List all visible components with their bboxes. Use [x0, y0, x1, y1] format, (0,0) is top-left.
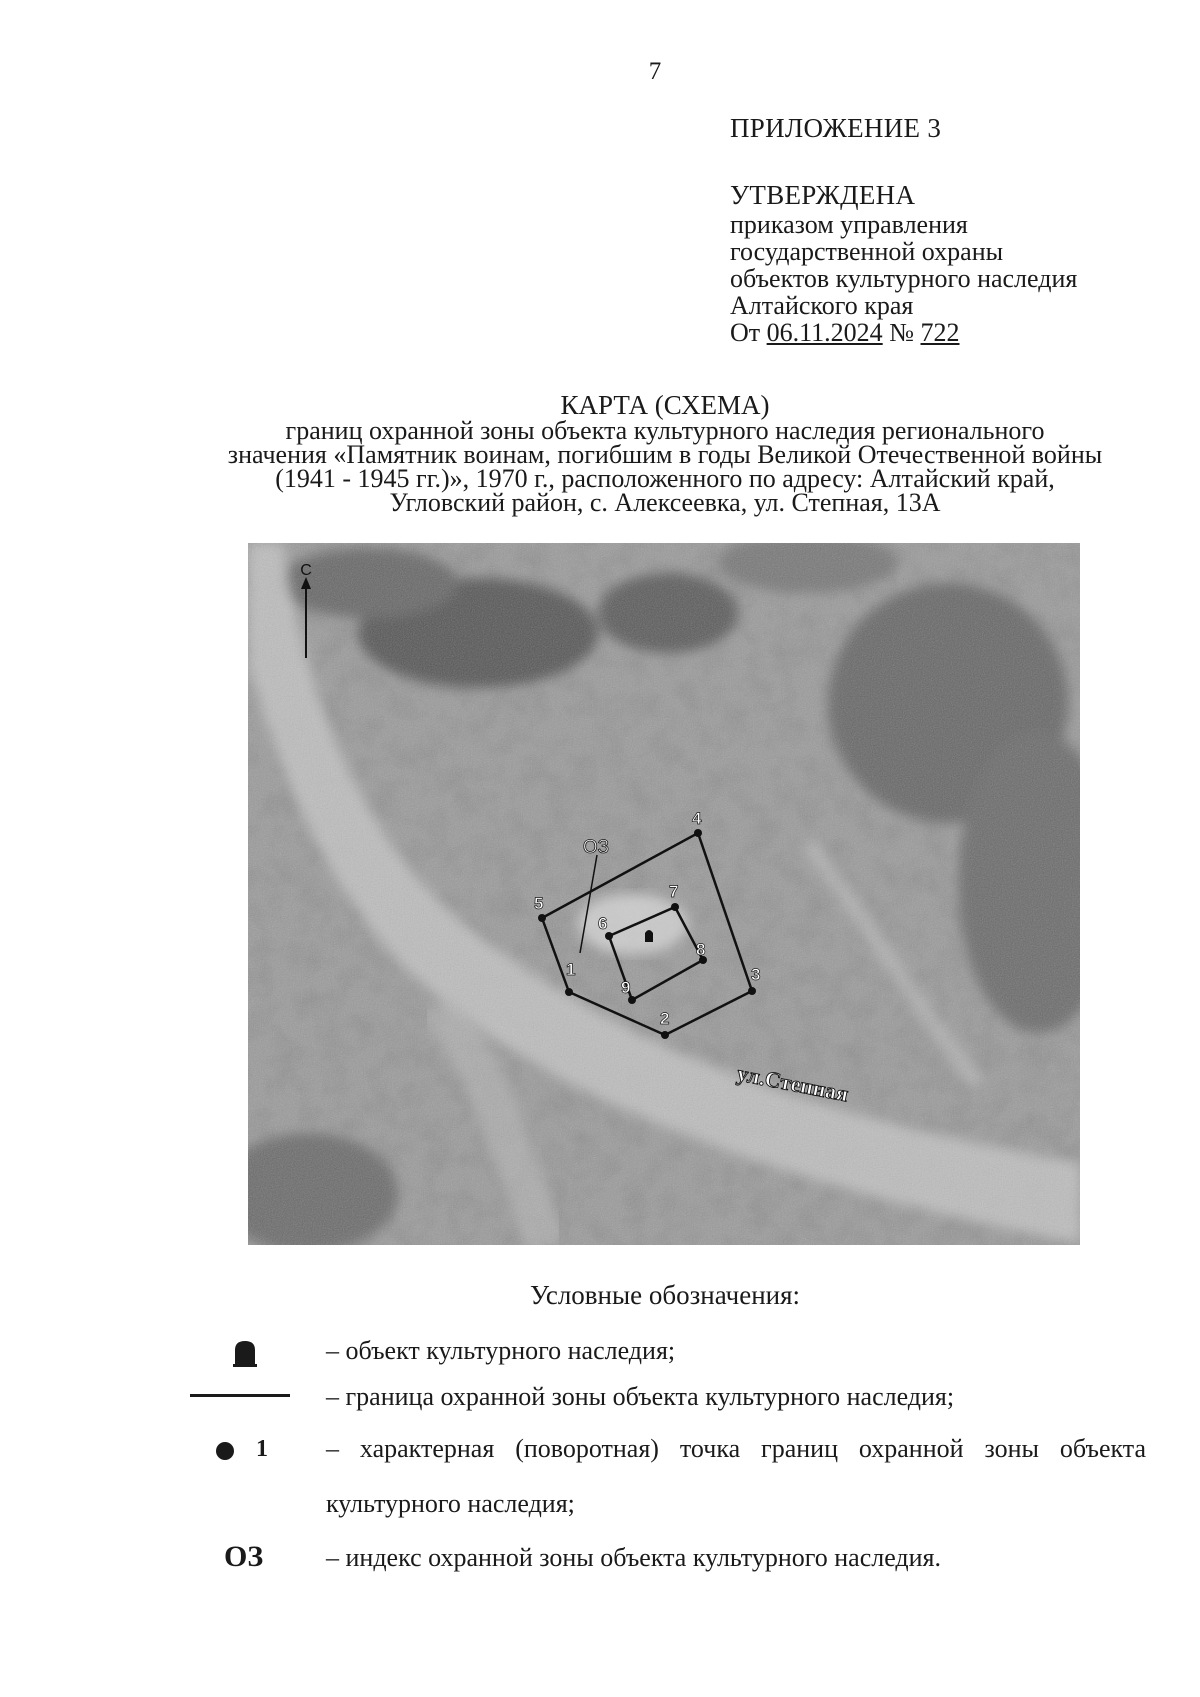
approved-line: объектов культурного наследия	[730, 264, 1078, 293]
legend-title: Условные обозначения:	[529, 1280, 801, 1310]
point-5	[538, 914, 546, 922]
point-9	[628, 996, 636, 1004]
point-label-4: 4	[692, 809, 702, 828]
zone-label: ОЗ	[582, 837, 610, 858]
street-label: ул.Степная	[735, 1060, 851, 1107]
approved-line: Алтайского края	[730, 291, 914, 320]
legend-point-text: – характерная (поворотная) точка границ охранной зоны объекта	[326, 1434, 1146, 1463]
approval-block	[730, 182, 1077, 346]
title-line: (1941 - 1945 гг.)», 1970 г., расположенного по адресу: Алтайский край,	[275, 464, 1055, 493]
approved-date-line	[730, 319, 1077, 346]
approval-date: 06.11.2024	[766, 318, 883, 347]
point-7	[671, 903, 679, 911]
point-4	[694, 829, 702, 837]
approved-title: УТВЕРЖДЕНА	[730, 180, 916, 210]
legend-point-icon	[216, 1442, 234, 1460]
appendix-label: ПРИЛОЖЕНИЕ 3	[730, 113, 942, 143]
legend-point-text-cont: культурного наследия;	[326, 1489, 575, 1518]
legend-zone-text: – индекс охранной зоны объекта культурного наследия.	[326, 1543, 942, 1572]
point-label-1: 1	[566, 960, 576, 979]
monument-site	[578, 894, 688, 954]
title-heading: КАРТА (СХЕМА)	[560, 390, 770, 420]
point-6	[605, 932, 613, 940]
point-1	[565, 988, 573, 996]
point-label-2: 2	[660, 1009, 670, 1028]
legend-object-text: – объект культурного наследия;	[326, 1336, 676, 1365]
aerial-map	[248, 543, 1080, 1245]
legend-boundary-text: – граница охранной зоны объекта культурного наследия;	[326, 1382, 955, 1411]
point-label-7: 7	[669, 882, 679, 901]
point-label-6: 6	[598, 914, 608, 933]
document-title	[150, 390, 1180, 517]
point-3	[748, 987, 756, 995]
point-label-3: 3	[751, 965, 761, 984]
legend-zone-symbol: ОЗ	[224, 1540, 264, 1573]
approved-line: государственной охраны	[730, 237, 1004, 266]
point-label-5: 5	[534, 894, 544, 913]
legend-boundary-line	[190, 1394, 290, 1397]
legend-monument-icon	[232, 1338, 258, 1368]
point-2	[661, 1031, 669, 1039]
title-line: Угловский район, с. Алексеевка, ул. Степная, 13А	[389, 488, 941, 517]
point-label-8: 8	[696, 940, 706, 959]
title-line: значения «Памятник воинам, погибшим в годы Великой Отечественной войны	[227, 440, 1103, 469]
number-prefix: №	[889, 318, 914, 347]
legend-point-label: 1	[256, 1436, 268, 1462]
approved-line: приказом управления	[730, 210, 968, 239]
title-line: границ охранной зоны объекта культурного наследия регионального	[285, 416, 1045, 445]
monument-icon	[645, 930, 653, 942]
north-label: С	[300, 562, 312, 579]
page-number: 7	[648, 58, 662, 85]
point-label-9: 9	[621, 978, 631, 997]
date-prefix: От	[730, 318, 761, 347]
photo-grain	[248, 543, 1080, 1245]
approval-number: 722	[920, 318, 960, 347]
